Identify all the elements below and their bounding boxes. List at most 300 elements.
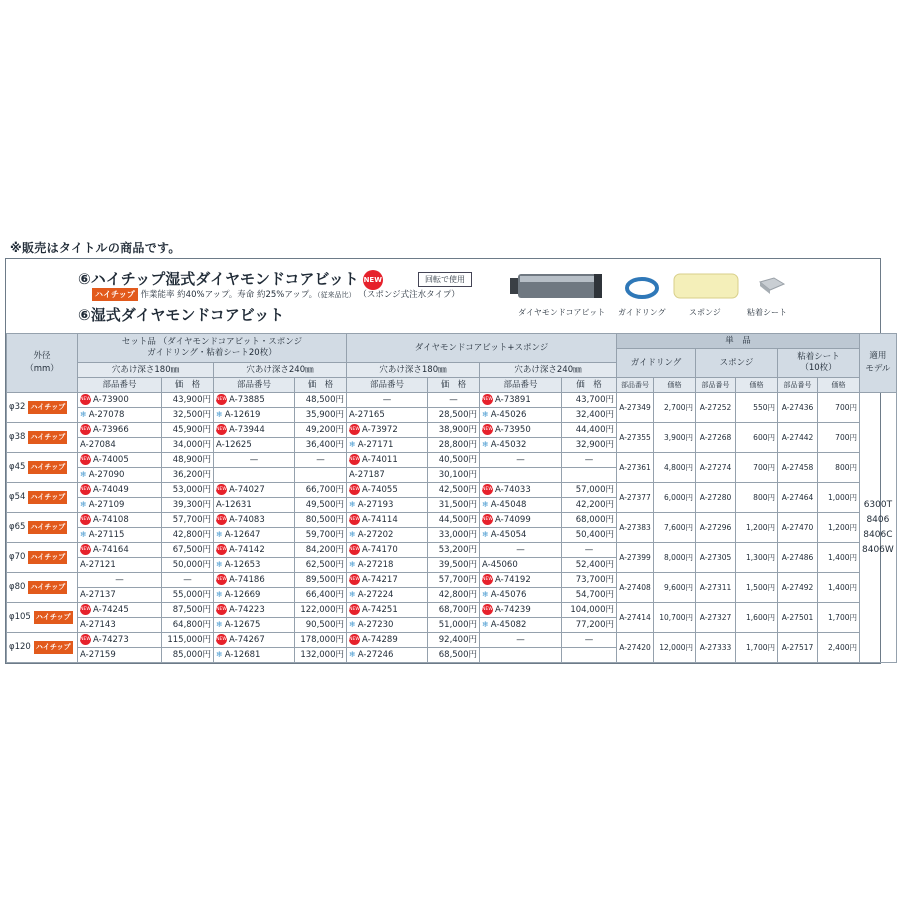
snowflake-icon: ❄ — [482, 620, 489, 629]
snowflake-icon: ❄ — [349, 530, 356, 539]
part-number-cell — [480, 528, 562, 543]
price-cell: 32,500円 — [162, 408, 214, 423]
part-number-cell — [480, 408, 562, 423]
new-mark-icon: NEW — [482, 394, 493, 405]
guide-ring-price: 6,000円 — [654, 483, 696, 513]
adhesive-sheet-part-number: A-27436 — [778, 393, 818, 423]
guide-ring-part-number: A-27399 — [617, 543, 654, 573]
price-cell — [562, 468, 617, 483]
price-cell: 68,500円 — [428, 648, 480, 663]
price-cell: 68,000円 — [562, 513, 617, 528]
part-number: A-74011 — [362, 454, 398, 465]
table-row — [7, 483, 897, 498]
part-number: A-27165 — [349, 409, 385, 420]
price-cell: 42,800円 — [428, 588, 480, 603]
snowflake-icon: ❄ — [349, 620, 356, 629]
core-bit-image — [508, 270, 608, 302]
part-number-cell — [78, 453, 162, 468]
guide-ring-part-number: A-27420 — [617, 633, 654, 663]
part-number: A-12669 — [224, 590, 261, 600]
adhesive-sheet-price: 800円 — [818, 453, 860, 483]
diameter-cell — [7, 573, 78, 603]
part-number: A-27218 — [357, 560, 394, 570]
price-cell: 48,900円 — [162, 453, 214, 468]
price-cell: 67,500円 — [162, 543, 214, 558]
sponge-part-number: A-27268 — [696, 423, 736, 453]
hichip-tag: ハイチップ — [28, 401, 67, 414]
price-cell: 64,800円 — [162, 618, 214, 633]
usage-label: 回転で使用 — [418, 272, 472, 287]
part-number: A-27246 — [357, 650, 394, 660]
guide-ring-part-number: A-27414 — [617, 603, 654, 633]
sponge-part-number: A-27280 — [696, 483, 736, 513]
new-mark-icon: NEW — [216, 514, 227, 525]
model-name: 8406W — [862, 544, 894, 555]
sponge-price: 1,500円 — [736, 573, 778, 603]
part-number: A-45032 — [490, 440, 527, 450]
diameter-cell — [7, 393, 78, 423]
sponge-type-note: （スポンジ式注水タイプ） — [358, 290, 460, 300]
new-mark-icon: NEW — [482, 514, 493, 525]
part-number: A-27084 — [80, 439, 116, 450]
part-number: A-74099 — [495, 514, 531, 525]
guide-ring-header: ガイドリング — [617, 349, 696, 378]
new-mark-icon: NEW — [80, 514, 91, 525]
part-number-cell — [480, 558, 562, 573]
sponge-price: 1,300円 — [736, 543, 778, 573]
part-number: A-27115 — [88, 530, 125, 540]
part-number: A-74192 — [495, 574, 531, 585]
part-number: A-73966 — [93, 424, 129, 435]
price-cell: 32,400円 — [562, 408, 617, 423]
diameter-value: φ70 — [9, 552, 26, 562]
price-cell: 59,700円 — [295, 528, 347, 543]
sponge-image — [672, 271, 742, 301]
part-number-cell — [347, 408, 428, 423]
adhesive-sheet-part-number: A-27464 — [778, 483, 818, 513]
part-number: A-12675 — [224, 620, 261, 630]
new-mark-icon: NEW — [349, 574, 360, 585]
new-badge-icon: NEW — [363, 270, 383, 290]
adhesive-sheet-price: 700円 — [818, 393, 860, 423]
part-number-cell — [214, 483, 295, 498]
part-number-cell — [347, 603, 428, 618]
price-cell: 57,700円 — [428, 573, 480, 588]
price-cell: — — [162, 573, 214, 588]
adhesive-sheet-price: 1,000円 — [818, 483, 860, 513]
adhesive-sheet-part-number: A-27517 — [778, 633, 818, 663]
sponge-part-number: A-27296 — [696, 513, 736, 543]
part-number-cell — [480, 633, 562, 648]
part-number-cell — [214, 558, 295, 573]
price-cell: 36,400円 — [295, 438, 347, 453]
new-mark-icon: NEW — [349, 424, 360, 435]
price-cell: 178,000円 — [295, 633, 347, 648]
part-number-cell — [480, 543, 562, 558]
part-number: — — [115, 574, 124, 585]
part-number-cell — [347, 618, 428, 633]
new-mark-icon: NEW — [80, 604, 91, 615]
new-mark-icon: NEW — [80, 634, 91, 645]
part-number-cell — [347, 543, 428, 558]
part-number-cell — [347, 573, 428, 588]
adhesive-sheet-part-number: A-27442 — [778, 423, 818, 453]
price-header: 価 格 — [428, 378, 480, 393]
diameter-cell — [7, 633, 78, 663]
new-mark-icon: NEW — [216, 424, 227, 435]
diameter-value: φ105 — [9, 612, 31, 622]
table-row — [7, 573, 897, 588]
snowflake-icon: ❄ — [349, 440, 356, 449]
new-mark-icon: NEW — [482, 574, 493, 585]
part-number: A-45054 — [490, 530, 527, 540]
new-mark-icon: NEW — [80, 394, 91, 405]
part-number: A-27193 — [357, 500, 394, 510]
bit-depth180-header: 穴あけ深さ180㎜ — [347, 363, 480, 378]
price-header: 価 格 — [295, 378, 347, 393]
part-no-header: 部品番号 — [78, 378, 162, 393]
hichip-tag: ハイチップ — [92, 288, 138, 301]
price-cell: 36,200円 — [162, 468, 214, 483]
price-cell: 50,000円 — [162, 558, 214, 573]
price-cell: — — [562, 453, 617, 468]
part-number-cell — [347, 558, 428, 573]
snowflake-icon: ❄ — [349, 500, 356, 509]
price-cell: 57,700円 — [162, 513, 214, 528]
part-number-cell — [78, 438, 162, 453]
price-cell: 132,000円 — [295, 648, 347, 663]
part-number-cell — [78, 648, 162, 663]
new-mark-icon: NEW — [482, 604, 493, 615]
part-number: A-73944 — [229, 424, 265, 435]
part-number: A-12653 — [224, 560, 261, 570]
adhesive-sheet-image — [756, 276, 786, 296]
snowflake-icon: ❄ — [216, 560, 223, 569]
table-row — [7, 543, 897, 558]
table-row — [7, 423, 897, 438]
new-mark-icon: NEW — [216, 484, 227, 495]
hichip-tag: ハイチップ — [28, 581, 67, 594]
diameter-value: φ80 — [9, 582, 26, 592]
part-number-cell — [214, 633, 295, 648]
diameter-cell — [7, 543, 78, 573]
price-cell: 92,400円 — [428, 633, 480, 648]
sub-title: ⑥湿式ダイヤモンドコアビット — [78, 306, 285, 324]
price-header: 価 格 — [162, 378, 214, 393]
part-number-cell — [480, 573, 562, 588]
snowflake-icon: ❄ — [349, 650, 356, 659]
part-number: A-27137 — [80, 589, 116, 600]
hichip-tag: ハイチップ — [28, 461, 67, 474]
snowflake-icon: ❄ — [216, 410, 223, 419]
price-cell: 66,700円 — [295, 483, 347, 498]
part-number: A-12631 — [216, 499, 252, 510]
part-number-cell — [480, 423, 562, 438]
part-number-cell — [347, 393, 428, 408]
sponge-price: 550円 — [736, 393, 778, 423]
set-item-header: セット品 （ダイヤモンドコアビット・スポンジ ガイドリング・粘着シート20枚） — [78, 334, 347, 363]
diameter-value: φ45 — [9, 462, 26, 472]
price-cell: 62,500円 — [295, 558, 347, 573]
price-cell: 32,900円 — [562, 438, 617, 453]
part-number-cell — [480, 438, 562, 453]
guide-ring-label: ガイドリング — [618, 308, 666, 317]
diameter-cell — [7, 483, 78, 513]
part-number: A-45060 — [482, 559, 518, 570]
part-number-cell — [78, 468, 162, 483]
guide-ring-part-number: A-27383 — [617, 513, 654, 543]
part-number: A-74114 — [362, 514, 398, 525]
part-number-cell — [480, 618, 562, 633]
part-number-cell — [78, 423, 162, 438]
hichip-tag: ハイチップ — [34, 611, 73, 624]
price-cell: 28,500円 — [428, 408, 480, 423]
guide-ring-image — [625, 276, 659, 300]
adhesive-sheet-price: 1,400円 — [818, 573, 860, 603]
price-cell: 68,700円 — [428, 603, 480, 618]
part-number-cell — [78, 408, 162, 423]
price-cell: — — [295, 453, 347, 468]
part-number-cell — [480, 648, 562, 663]
table-row — [7, 393, 897, 408]
price-cell — [562, 648, 617, 663]
snowflake-icon: ❄ — [80, 530, 87, 539]
snowflake-icon: ❄ — [216, 530, 223, 539]
diameter-value: φ54 — [9, 492, 26, 502]
hichip-tag: ハイチップ — [28, 491, 67, 504]
part-number-cell — [78, 498, 162, 513]
sponge-price: 600円 — [736, 423, 778, 453]
sponge-part-number: A-27305 — [696, 543, 736, 573]
part-no-header: 部品番号 — [347, 378, 428, 393]
new-mark-icon: NEW — [482, 484, 493, 495]
applicable-models-cell — [860, 393, 897, 663]
part-number: A-74083 — [229, 514, 265, 525]
part-number: A-74108 — [93, 514, 129, 525]
sheet-price-header: 価格 — [818, 378, 860, 393]
adhesive-sheet-price: 2,400円 — [818, 633, 860, 663]
part-number-cell — [480, 453, 562, 468]
snowflake-icon: ❄ — [216, 650, 223, 659]
price-cell: 28,800円 — [428, 438, 480, 453]
part-number: A-74170 — [362, 544, 398, 555]
part-number-cell — [78, 588, 162, 603]
table-row — [7, 513, 897, 528]
price-cell: 80,500円 — [295, 513, 347, 528]
part-number-cell — [78, 513, 162, 528]
guide-ring-part-number: A-27377 — [617, 483, 654, 513]
sheet-part-no-header: 部品番号 — [778, 378, 818, 393]
diameter-value: φ38 — [9, 432, 26, 442]
diameter-cell — [7, 603, 78, 633]
part-number-cell — [78, 483, 162, 498]
guide-part-no-header: 部品番号 — [617, 378, 654, 393]
adhesive-sheet-price: 1,200円 — [818, 513, 860, 543]
sponge-price: 1,700円 — [736, 633, 778, 663]
part-number: A-74245 — [93, 604, 129, 615]
snowflake-icon: ❄ — [349, 560, 356, 569]
guide-price-header: 価格 — [654, 378, 696, 393]
guide-ring-price: 7,600円 — [654, 513, 696, 543]
part-number: A-27230 — [357, 620, 394, 630]
part-number-cell — [347, 648, 428, 663]
price-cell: 77,200円 — [562, 618, 617, 633]
part-number: A-27090 — [88, 470, 125, 480]
part-number-cell — [347, 468, 428, 483]
price-cell: 50,400円 — [562, 528, 617, 543]
price-cell: 115,000円 — [162, 633, 214, 648]
guide-ring-price: 4,800円 — [654, 453, 696, 483]
comparison-note: （従来品比） — [317, 291, 356, 299]
price-cell: 89,500円 — [295, 573, 347, 588]
sponge-part-number: A-27252 — [696, 393, 736, 423]
part-number: A-73891 — [495, 394, 531, 405]
part-number-cell — [347, 438, 428, 453]
snowflake-icon: ❄ — [80, 470, 87, 479]
part-number: — — [249, 454, 259, 465]
part-number: A-74251 — [362, 604, 398, 615]
table-row — [7, 603, 897, 618]
part-number: A-45026 — [490, 410, 527, 420]
adhesive-sheet-part-number: A-27458 — [778, 453, 818, 483]
price-cell: 42,800円 — [162, 528, 214, 543]
hichip-tag: ハイチップ — [34, 641, 73, 654]
snowflake-icon: ❄ — [216, 620, 223, 629]
bit-depth240-header: 穴あけ深さ240㎜ — [480, 363, 617, 378]
new-mark-icon: NEW — [80, 484, 91, 495]
part-number-cell — [78, 558, 162, 573]
diameter-value: φ65 — [9, 522, 26, 532]
part-number: — — [516, 544, 525, 555]
sponge-part-no-header: 部品番号 — [696, 378, 736, 393]
price-cell: 55,000円 — [162, 588, 214, 603]
adhesive-sheet-label: 粘着シート — [747, 308, 787, 317]
diameter-value: φ120 — [9, 642, 31, 652]
part-number-cell — [214, 573, 295, 588]
price-cell: — — [562, 543, 617, 558]
new-mark-icon: NEW — [216, 604, 227, 615]
adhesive-sheet-part-number: A-27470 — [778, 513, 818, 543]
sponge-header: スポンジ — [696, 349, 778, 378]
price-cell: 40,500円 — [428, 453, 480, 468]
snowflake-icon: ❄ — [482, 410, 489, 419]
sponge-part-number: A-27311 — [696, 573, 736, 603]
part-number: A-27171 — [357, 440, 394, 450]
price-cell: 30,100円 — [428, 468, 480, 483]
part-number: A-12681 — [224, 650, 261, 660]
part-number: A-74267 — [229, 634, 265, 645]
sponge-price: 700円 — [736, 453, 778, 483]
price-cell: 33,000円 — [428, 528, 480, 543]
snowflake-icon: ❄ — [349, 590, 356, 599]
part-number-cell — [214, 498, 295, 513]
price-cell: 85,000円 — [162, 648, 214, 663]
price-cell: 43,700円 — [562, 393, 617, 408]
part-number-cell — [214, 528, 295, 543]
part-number-cell — [78, 603, 162, 618]
part-number-cell — [78, 543, 162, 558]
part-number: — — [516, 634, 525, 645]
part-number: A-74223 — [229, 604, 265, 615]
price-cell: 53,200円 — [428, 543, 480, 558]
part-number-cell — [78, 393, 162, 408]
part-number-cell — [78, 573, 162, 588]
guide-ring-price: 3,900円 — [654, 423, 696, 453]
main-title-text: ⑥ハイチップ湿式ダイヤモンドコアビット — [78, 270, 359, 288]
diameter-header: 外径 （mm） — [7, 334, 78, 393]
core-bit-label: ダイヤモンドコアビット — [518, 308, 606, 317]
price-cell: 39,300円 — [162, 498, 214, 513]
adhesive-sheet-price: 1,400円 — [818, 543, 860, 573]
part-number: A-74186 — [229, 574, 265, 585]
part-number-cell — [78, 618, 162, 633]
adhesive-sheet-part-number: A-27501 — [778, 603, 818, 633]
price-cell: — — [428, 393, 480, 408]
guide-ring-price: 12,000円 — [654, 633, 696, 663]
part-number-cell — [347, 588, 428, 603]
new-mark-icon: NEW — [80, 424, 91, 435]
price-cell: — — [562, 633, 617, 648]
adhesive-sheet-price: 700円 — [818, 423, 860, 453]
price-cell: 35,900円 — [295, 408, 347, 423]
single-item-header: 単 品 — [617, 334, 860, 349]
snowflake-icon: ❄ — [80, 410, 87, 419]
new-mark-icon: NEW — [216, 394, 227, 405]
snowflake-icon: ❄ — [80, 500, 87, 509]
new-mark-icon: NEW — [482, 424, 493, 435]
part-number-cell — [347, 498, 428, 513]
hichip-tag: ハイチップ — [28, 521, 67, 534]
model-name: 8406C — [863, 529, 893, 540]
applicable-model-header: 適用 モデル — [860, 334, 897, 393]
part-number-cell — [480, 498, 562, 513]
new-mark-icon: NEW — [80, 544, 91, 555]
price-cell: 73,700円 — [562, 573, 617, 588]
price-cell: 122,000円 — [295, 603, 347, 618]
price-cell: 90,500円 — [295, 618, 347, 633]
part-number-cell — [78, 633, 162, 648]
snowflake-icon: ❄ — [482, 590, 489, 599]
price-cell: 34,000円 — [162, 438, 214, 453]
part-number-cell — [214, 513, 295, 528]
price-cell: 84,200円 — [295, 543, 347, 558]
part-number: — — [516, 454, 525, 465]
price-cell — [295, 468, 347, 483]
part-number-cell — [480, 393, 562, 408]
part-number-cell — [347, 483, 428, 498]
part-number-cell — [347, 513, 428, 528]
price-cell: 44,500円 — [428, 513, 480, 528]
main-title — [78, 268, 383, 290]
table-row — [7, 633, 897, 648]
part-number: A-27187 — [349, 469, 385, 480]
part-number: A-12619 — [224, 410, 261, 420]
sponge-part-number: A-27274 — [696, 453, 736, 483]
price-cell: 31,500円 — [428, 498, 480, 513]
sponge-label: スポンジ — [689, 308, 721, 317]
new-mark-icon: NEW — [349, 514, 360, 525]
price-cell: 52,400円 — [562, 558, 617, 573]
model-name: 8406 — [866, 514, 890, 525]
part-number: A-27159 — [80, 649, 116, 660]
guide-ring-price: 10,700円 — [654, 603, 696, 633]
guide-ring-part-number: A-27349 — [617, 393, 654, 423]
price-cell: 51,000円 — [428, 618, 480, 633]
price-cell: 104,000円 — [562, 603, 617, 618]
guide-ring-price: 8,000円 — [654, 543, 696, 573]
part-number: A-45048 — [490, 500, 527, 510]
guide-ring-price: 2,700円 — [654, 393, 696, 423]
